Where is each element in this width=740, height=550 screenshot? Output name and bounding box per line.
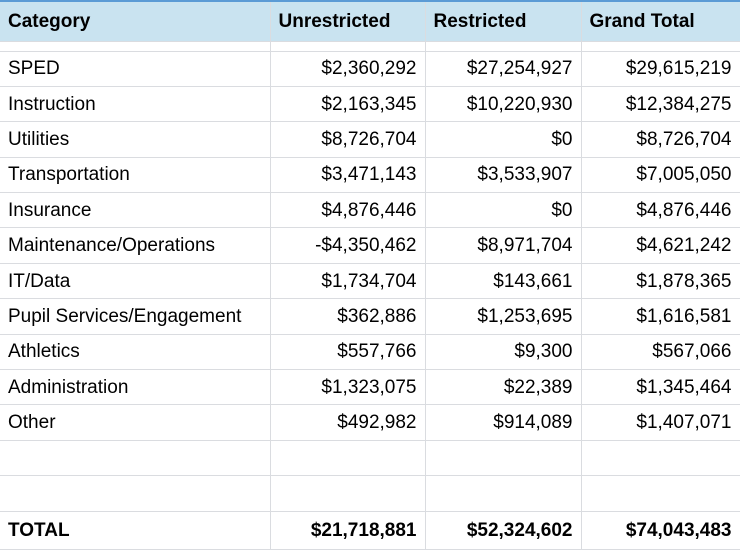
empty-cell[interactable] bbox=[581, 440, 740, 475]
empty-cell[interactable] bbox=[425, 440, 581, 475]
cell-restricted[interactable]: $0 bbox=[425, 193, 581, 228]
empty-cell[interactable] bbox=[581, 476, 740, 511]
header-row bbox=[0, 1, 740, 41]
table-row bbox=[0, 405, 740, 440]
empty-cell[interactable] bbox=[425, 41, 581, 51]
cell-unrestricted[interactable]: $3,471,143 bbox=[270, 157, 425, 192]
cell-restricted[interactable]: $143,661 bbox=[425, 263, 581, 298]
table-row bbox=[0, 122, 740, 157]
table-row bbox=[0, 51, 740, 86]
header-cell-category[interactable]: Category bbox=[0, 1, 270, 41]
cell-unrestricted[interactable]: $1,734,704 bbox=[270, 263, 425, 298]
cell-category[interactable]: Other bbox=[0, 405, 270, 440]
total-cell-unrestricted[interactable]: $21,718,881 bbox=[270, 511, 425, 549]
empty-cell[interactable] bbox=[0, 440, 270, 475]
cell-unrestricted[interactable]: $2,360,292 bbox=[270, 51, 425, 86]
empty-cell[interactable] bbox=[270, 41, 425, 51]
cell-category[interactable]: Pupil Services/Engagement bbox=[0, 299, 270, 334]
total-cell-grand-total[interactable]: $74,043,483 bbox=[581, 511, 740, 549]
cell-unrestricted[interactable]: -$4,350,462 bbox=[270, 228, 425, 263]
cell-grand-total[interactable]: $8,726,704 bbox=[581, 122, 740, 157]
cell-restricted[interactable]: $3,533,907 bbox=[425, 157, 581, 192]
cell-restricted[interactable]: $10,220,930 bbox=[425, 86, 581, 121]
table-row bbox=[0, 86, 740, 121]
total-cell-restricted[interactable]: $52,324,602 bbox=[425, 511, 581, 549]
cell-restricted[interactable]: $1,253,695 bbox=[425, 299, 581, 334]
cell-grand-total[interactable]: $567,066 bbox=[581, 334, 740, 369]
spacer-row bbox=[0, 41, 740, 51]
cell-grand-total[interactable]: $1,407,071 bbox=[581, 405, 740, 440]
empty-cell[interactable] bbox=[0, 41, 270, 51]
cell-grand-total[interactable]: $1,878,365 bbox=[581, 263, 740, 298]
cell-category[interactable]: Instruction bbox=[0, 86, 270, 121]
table-row bbox=[0, 263, 740, 298]
table-row bbox=[0, 228, 740, 263]
cell-category[interactable]: Athletics bbox=[0, 334, 270, 369]
empty-cell[interactable] bbox=[425, 476, 581, 511]
total-cell-category[interactable]: TOTAL bbox=[0, 511, 270, 549]
cell-category[interactable]: IT/Data bbox=[0, 263, 270, 298]
cell-grand-total[interactable]: $4,621,242 bbox=[581, 228, 740, 263]
cell-restricted[interactable]: $8,971,704 bbox=[425, 228, 581, 263]
table-row bbox=[0, 193, 740, 228]
cell-category[interactable]: Maintenance/Operations bbox=[0, 228, 270, 263]
header-cell-restricted[interactable]: Restricted bbox=[425, 1, 581, 41]
blank-row bbox=[0, 476, 740, 511]
cell-category[interactable]: Administration bbox=[0, 370, 270, 405]
blank-row bbox=[0, 440, 740, 475]
table-row bbox=[0, 334, 740, 369]
cell-grand-total[interactable]: $7,005,050 bbox=[581, 157, 740, 192]
header-cell-unrestricted[interactable]: Unrestricted bbox=[270, 1, 425, 41]
cell-unrestricted[interactable]: $362,886 bbox=[270, 299, 425, 334]
cell-grand-total[interactable]: $1,345,464 bbox=[581, 370, 740, 405]
cell-category[interactable]: Transportation bbox=[0, 157, 270, 192]
table-row bbox=[0, 157, 740, 192]
cell-category[interactable]: Utilities bbox=[0, 122, 270, 157]
cell-restricted[interactable]: $914,089 bbox=[425, 405, 581, 440]
cell-category[interactable]: SPED bbox=[0, 51, 270, 86]
cell-unrestricted[interactable]: $492,982 bbox=[270, 405, 425, 440]
table-body bbox=[0, 41, 740, 549]
cell-grand-total[interactable]: $1,616,581 bbox=[581, 299, 740, 334]
cell-unrestricted[interactable]: $557,766 bbox=[270, 334, 425, 369]
cell-unrestricted[interactable]: $2,163,345 bbox=[270, 86, 425, 121]
empty-cell[interactable] bbox=[0, 476, 270, 511]
empty-cell[interactable] bbox=[270, 440, 425, 475]
cell-restricted[interactable]: $22,389 bbox=[425, 370, 581, 405]
table-row bbox=[0, 370, 740, 405]
cell-unrestricted[interactable]: $1,323,075 bbox=[270, 370, 425, 405]
table-row bbox=[0, 299, 740, 334]
cell-restricted[interactable]: $27,254,927 bbox=[425, 51, 581, 86]
cell-restricted[interactable]: $0 bbox=[425, 122, 581, 157]
cell-restricted[interactable]: $9,300 bbox=[425, 334, 581, 369]
cell-grand-total[interactable]: $29,615,219 bbox=[581, 51, 740, 86]
cell-grand-total[interactable]: $12,384,275 bbox=[581, 86, 740, 121]
empty-cell[interactable] bbox=[581, 41, 740, 51]
cell-category[interactable]: Insurance bbox=[0, 193, 270, 228]
header-cell-grand-total[interactable]: Grand Total bbox=[581, 1, 740, 41]
cell-unrestricted[interactable]: $8,726,704 bbox=[270, 122, 425, 157]
cell-grand-total[interactable]: $4,876,446 bbox=[581, 193, 740, 228]
cell-unrestricted[interactable]: $4,876,446 bbox=[270, 193, 425, 228]
total-row bbox=[0, 511, 740, 549]
empty-cell[interactable] bbox=[270, 476, 425, 511]
